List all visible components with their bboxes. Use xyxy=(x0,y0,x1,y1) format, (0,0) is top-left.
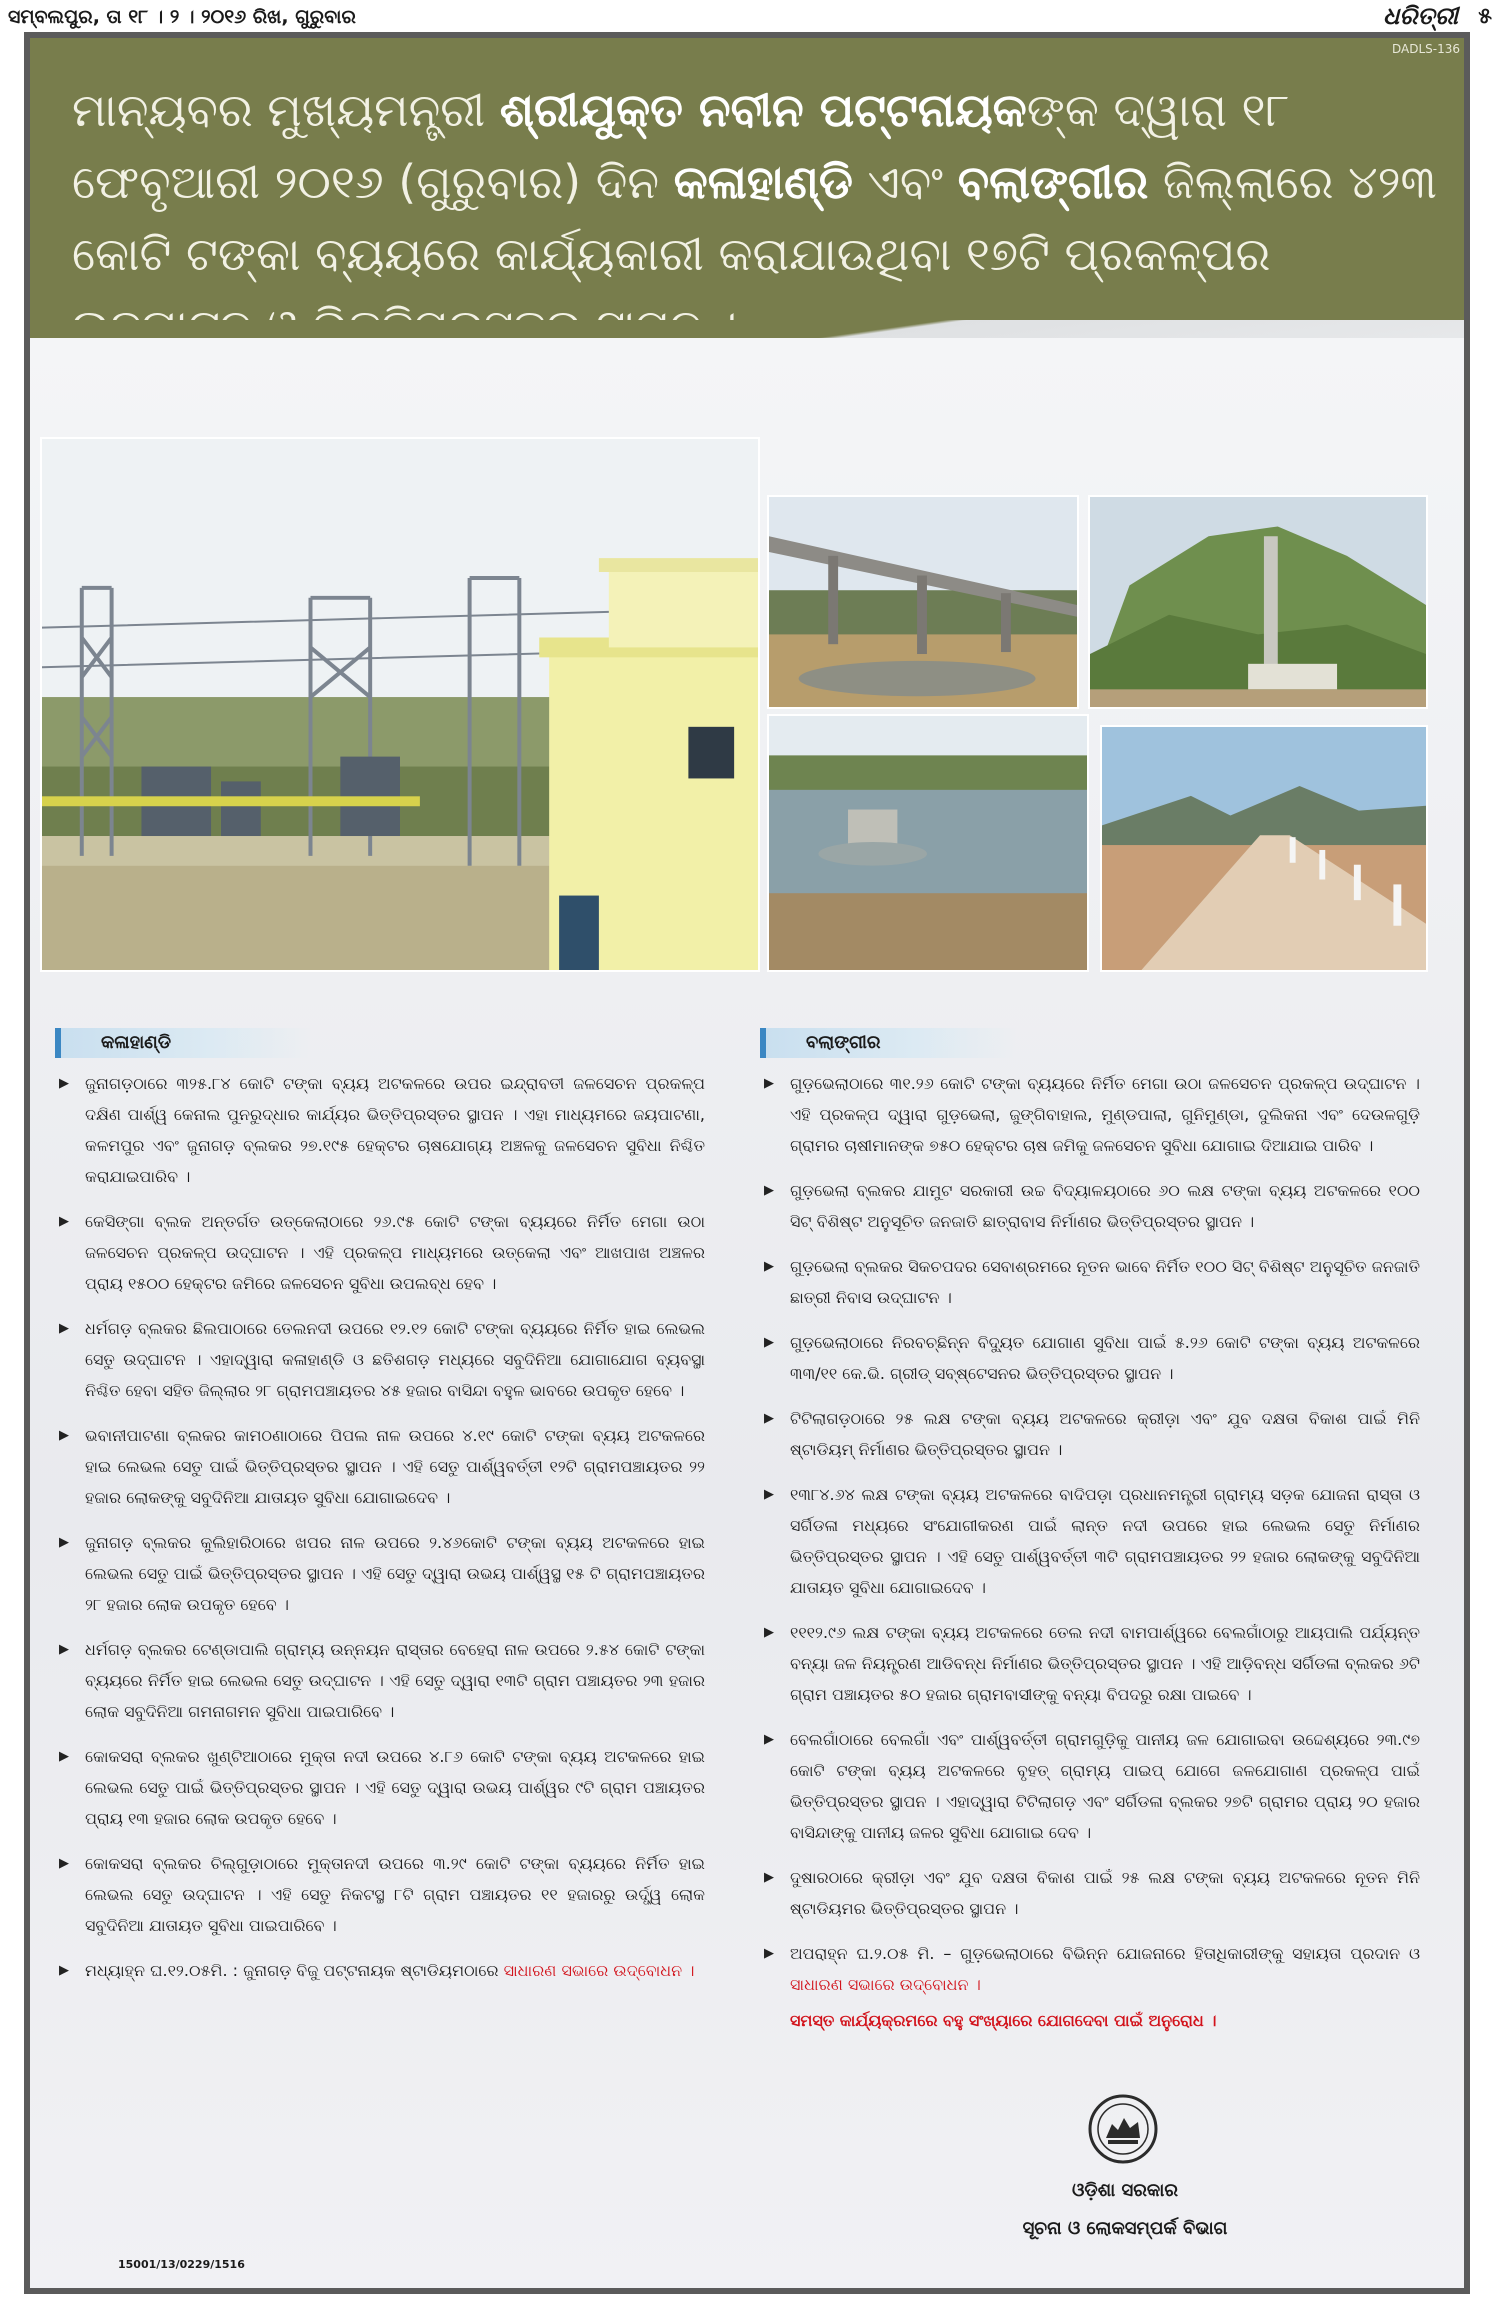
list-item: ▶ ବେଲଗାଁଠାରେ ବେଲଗାଁ ଏବଂ ପାର୍ଶ୍ୱବର୍ତ୍ତୀ ଗ୍ରାମଗୁଡ଼ିକୁ ପାନୀୟ ଜଳ ଯୋଗାଇବା ଉଦ୍ଦେଶ୍ୟରେ ୨୩.୯୭ କୋଟି ଟଙ୍କା ବ୍ୟୟ ଅଟକଳରେ ବୃହତ୍ ଗ୍ରାମ୍ୟ ପାଇପ୍ ଯୋଗେ ଜଳଯୋଗାଣ ପ୍ରକଳ୍ପ ପାଇଁ ଭିତ୍ତିପ୍ରସ୍ତର ସ୍ଥାପନ । ଏହାଦ୍ୱାରା ଟିଟିଲାଗଡ଼ ଏବଂ ସର୍ଗିଡଳା ବ୍ଲକର ୨୭ଟି ଗ୍ରାମର ପ୍ରାୟ ୨୦ ହଜାର ବାସିନ୍ଦାଙ୍କୁ ପାନୀୟ ଜଳର ସୁବିଧା ଯୋଗାଇ ଦେବ । xyxy=(760,1724,1420,1848)
headline-cm-name: ଶ୍ରୀଯୁକ୍ତ ନବୀନ ପଟ୍ଟନାୟକ xyxy=(499,83,1027,137)
footer-code: 15001/13/0229/1516 xyxy=(118,2258,245,2271)
headline-part: ଜିଲ୍ଲାରେ ୪୨୩ କୋଟି ଟଙ୍କା ବ୍ୟୟରେ କାର୍ଯ୍ୟକାରୀ କରାଯାଉଥିବା ୧୭ଟି ପ୍ରକଳ୍ପର xyxy=(72,155,1437,281)
dateline: ସମ୍ବଲପୁର, ତା ୧୮ । ୨ । ୨୦୧୬ ରିଖ, ଗୁରୁବାର xyxy=(8,6,356,28)
reservoir-intake-photo xyxy=(767,714,1089,972)
headline-part: ଏବଂ xyxy=(852,155,958,209)
list-item: ▶ ଜୁନାଗଡ଼ଠାରେ ୩୨୫.୮୪ କୋଟି ଟଙ୍କା ବ୍ୟୟ ଅଟକଳରେ ଉପର ଇନ୍ଦ୍ରାବତୀ ଜଳସେଚନ ପ୍ରକଳ୍ପ ଦକ୍ଷିଣ ପାର୍ଶ୍ୱ କେନାଲ ପୁନରୁଦ୍ଧାର କାର୍ଯ୍ୟର ଭିତ୍ତିପ୍ରସ୍ତର ସ୍ଥାପନ । ଏହା ମାଧ୍ୟମରେ ଜୟପାଟଣା, କଳମପୁର ଏବଂ ଜୁନାଗଡ଼ ବ୍ଲକର ୨୭.୧୯୫ ହେକ୍ଟର ଚାଷଯୋଗ୍ୟ ଅଞ୍ଚଳକୁ ଜଳସେଚନ ସୁବିଧା ନିଶ୍ଚିତ କରାଯାଇପାରିବ । xyxy=(55,1068,705,1192)
list-item: ▶ ଧର୍ମଗଡ଼ ବ୍ଲକର ଟେଣ୍ଡାପାଲି ଗ୍ରାମ୍ୟ ଉନ୍ନୟନ ରାସ୍ତାର ବେହେରା ନାଳ ଉପରେ ୨.୫୪ କୋଟି ଟଙ୍କା ବ୍ୟୟରେ ନିର୍ମିତ ହାଇ ଲେଭଲ ସେତୁ ଉଦ୍‌ଘାଟନ । ଏହି ସେତୁ ଦ୍ୱାରା ୧୩ଟି ଗ୍ରାମ ପଞ୍ଚାୟତର ୨୩ ହଜାର ଲୋକ ସବୁଦିନିଆ ଗମନାଗମନ ସୁବିଧା ପାଇପାରିବେ । xyxy=(55,1634,705,1727)
newspaper-masthead: ଧରିତ୍ରୀ xyxy=(1383,2,1458,30)
bolangir-section-title: ବଲାଙ୍ଗୀର xyxy=(760,1028,1016,1058)
odisha-emblem-icon xyxy=(1088,2094,1158,2164)
meeting-text: ମଧ୍ୟାହ୍ନ ଘ.୧୨.୦୫ମି. : ଜୁନାଗଡ଼ ବିଜୁ ପଟ୍ଟନାୟକ ଷ୍ଟାଡିୟମଠାରେ xyxy=(85,1961,504,1980)
department-name: ସୂଚନା ଓ ଲୋକସମ୍ପର୍କ ବିଭାଗ xyxy=(1022,2218,1228,2239)
list-item: ▶ ଭବାନୀପାଟଣା ବ୍ଲକର କାମଠଣାଠାରେ ପିପଲ ନାଳ ଉପରେ ୪.୧୯ କୋଟି ଟଙ୍କା ବ୍ୟୟ ଅଟକଳରେ ହାଇ ଲେଭଲ ସେତୁ ପାଇଁ ଭିତ୍ତିପ୍ରସ୍ତର ସ୍ଥାପନ । ଏହି ସେତୁ ପାର୍ଶ୍ୱବର୍ତ୍ତୀ ୧୨ଟି ଗ୍ରାମପଞ୍ଚାୟତର ୨୨ ହଜାର ଲୋକଙ୍କୁ ସବୁଦିନିଆ ଯାତାୟତ ସୁବିଧା ଯୋଗାଇଦେବ । xyxy=(55,1420,705,1513)
list-item: ▶ ୧୩୮୪.୬୪ ଲକ୍ଷ ଟଙ୍କା ବ୍ୟୟ ଅଟକଳରେ ବାଦିପଡ଼ା ପ୍ରଧାନମନ୍ତ୍ରୀ ଗ୍ରାମ୍ୟ ସଡ଼କ ଯୋଜନା ରାସ୍ତା ଓ ସର୍ଗିଡଳା ମଧ୍ୟରେ ସଂଯୋଗୀକରଣ ପାଇଁ ଲାନ୍ତ ନଦୀ ଉପରେ ହାଇ ଲେଭଲ ସେତୁ ନିର୍ମାଣର ଭିତ୍ତିପ୍ରସ୍ତର ସ୍ଥାପନ । ଏହି ସେତୁ ପାର୍ଶ୍ୱବର୍ତ୍ତୀ ୩ଟି ଗ୍ରାମପଞ୍ଚାୟତର ୨୨ ହଜାର ଲୋକଙ୍କୁ ସବୁଦିନିଆ ଯାତାୟତ ସୁବିଧା ଯୋଗାଇଦେବ । xyxy=(760,1479,1420,1603)
kalahandi-project-list xyxy=(55,1068,705,1986)
list-item: ▶ ଜୁନାଗଡ଼ ବ୍ଲକର କୁଲିହାରିଠାରେ ଖପର ନାଳ ଉପରେ ୨.୪୬କୋଟି ଟଙ୍କା ବ୍ୟୟ ଅଟକଳରେ ହାଇ ଲେଭଲ ସେତୁ ପାଇଁ ଭିତ୍ତିପ୍ରସ୍ତର ସ୍ଥାପନ । ଏହି ସେତୁ ଦ୍ୱାରା ଉଭୟ ପାର୍ଶ୍ୱସ୍ଥ ୧୫ ଟି ଗ୍ରାମପଞ୍ଚାୟତର ୨୮ ହଜାର ଲୋକ ଉପକୃତ ହେବେ । xyxy=(55,1527,705,1620)
meeting-highlight: ସାଧାରଣ ସଭାରେ ଉଦ୍‌ବୋଧନ । xyxy=(790,1975,981,1994)
headline-part: ମାନ୍ୟବର ମୁଖ୍ୟମନ୍ତ୍ରୀ xyxy=(72,83,500,137)
list-item: ▶ ଗୁଡ଼ଭେଲାଠାରେ ୩୧.୨୬ କୋଟି ଟଙ୍କା ବ୍ୟୟରେ ନିର୍ମିତ ମେଗା ଉଠା ଜଳସେଚନ ପ୍ରକଳ୍ପ ଉଦ୍‌ଘାଟନ । ଏହି ପ୍ରକଳ୍ପ ଦ୍ୱାରା ଗୁଡ଼ଭେଲା, ଜୁଙ୍ଗିବାହାଲ, ମୁଣ୍ଡପାଲା, ଗୁନିମୁଣ୍ଡା, ଦୁଲିକନା ଏବଂ ଦେଉଳଗୁଡ଼ି ଗ୍ରାମର ଚାଷୀମାନଙ୍କ ୭୫୦ ହେକ୍ଟର ଚାଷ ଜମିକୁ ଜଳସେଚନ ସୁବିଧା ଯୋଗାଇ ଦିଆଯାଇ ପାରିବ । xyxy=(760,1068,1420,1161)
list-item-meeting xyxy=(760,1938,1420,2000)
list-item: ▶ ଗୁଡ଼ଭେଲା ବ୍ଲକର ସିକଚପଦର ସେବାଶ୍ରମରେ ନୂତନ ଭାବେ ନିର୍ମିତ ୧୦୦ ସିଟ୍ ବିଶିଷ୍ଟ ଅନୁସୂଚିତ ଜନଜାତି ଛାତ୍ରୀ ନିବାସ ଉଦ୍‌ଘାଟନ । xyxy=(760,1251,1420,1313)
list-item: ▶ ଗୁଡ଼ଭେଲା ବ୍ଲକର ଯାମୁଟ ସରକାରୀ ଉଚ୍ଚ ବିଦ୍ୟାଳୟଠାରେ ୬୦ ଲକ୍ଷ ଟଙ୍କା ବ୍ୟୟ ଅଟକଳରେ ୧୦୦ ସିଟ୍ ବିଶିଷ୍ଟ ଅନୁସୂଚିତ ଜନଜାତି ଛାତ୍ରାବାସ ନିର୍ମାଣର ଭିତ୍ତିପ୍ରସ୍ତର ସ୍ଥାପନ । xyxy=(760,1175,1420,1237)
issuing-authority xyxy=(1000,2172,1250,2248)
substation-photo xyxy=(40,437,760,972)
list-item: ▶ ଧର୍ମଗଡ଼ ବ୍ଲକର ଛିଲପାଠାରେ ତେଲନଦୀ ଉପରେ ୧୨.୧୨ କୋଟି ଟଙ୍କା ବ୍ୟୟରେ ନିର୍ମିତ ହାଇ ଲେଭଲ ସେତୁ ଉଦ୍‌ଘାଟନ । ଏହାଦ୍ୱାରା କଳାହାଣ୍ଡି ଓ ଛତିଶଗଡ଼ ମଧ୍ୟରେ ସବୁଦିନିଆ ଯୋଗାଯୋଗ ବ୍ୟବସ୍ଥା ନିଶ୍ଚିତ ହେବା ସହିତ ଜିଲ୍ଲାର ୨୮ ଗ୍ରାମପଞ୍ଚାୟତର ୪୫ ହଜାର ବାସିନ୍ଦା ବହୁଳ ଭାବରେ ଉପକୃତ ହେବେ । xyxy=(55,1313,705,1406)
govt-name: ଓଡ଼ିଶା ସରକାର xyxy=(1072,2180,1178,2201)
bolangir-project-list xyxy=(760,1068,1420,2000)
bridge-photo xyxy=(767,495,1079,709)
list-item: ▶ ଗୁଡ଼ଭେଲାଠାରେ ନିରବଚ୍ଛିନ୍ନ ବିଦ୍ୟୁତ ଯୋଗାଣ ସୁବିଧା ପାଇଁ ୫.୨୬ କୋଟି ଟଙ୍କା ବ୍ୟୟ ଅଟକଳରେ ୩୩/୧୧ କେ.ଭି. ଗ୍ରୀଡ୍ ସବ୍‌ଷ୍ଟେସନର ଭିତ୍ତିପ୍ରସ୍ତର ସ୍ଥାପନ । xyxy=(760,1327,1420,1389)
bolangir-column xyxy=(760,1028,1420,2014)
headline-district-bolangir: ବଲାଙ୍ଗୀର xyxy=(957,155,1149,209)
kalahandi-section-title: କଳାହାଣ୍ଡି xyxy=(55,1028,311,1058)
meeting-text: ଅପରାହ୍ନ ଘ.୨.୦୫ ମି. – ଗୁଡ଼ଭେଲାଠାରେ ବିଭିନ୍ନ ଯୋଜନାରେ ହିତାଧିକାରୀଙ୍କୁ ସହାୟତା ପ୍ରଦାନ ଓ xyxy=(790,1944,1420,1963)
newspaper-topbar xyxy=(0,0,1500,34)
headline-district-kalahandi: କଳାହାଣ୍ଡି xyxy=(673,155,853,209)
list-item: ▶ ଦୁଷାରଠାରେ କ୍ରୀଡ଼ା ଏବଂ ଯୁବ ଦକ୍ଷତା ବିକାଶ ପାଇଁ ୨୫ ଲକ୍ଷ ଟଙ୍କା ବ୍ୟୟ ଅଟକଳରେ ନୂତନ ମିନି ଷ୍ଟାଡିୟମର ଭିତ୍ତିପ୍ରସ୍ତର ସ୍ଥାପନ । xyxy=(760,1862,1420,1924)
mountain-pipeline-photo xyxy=(1088,495,1428,709)
page-number: ୫ xyxy=(1478,4,1492,29)
list-item: ▶ କୋକସରା ବ୍ଲକର ଖୁଣ୍ଟିଆଠାରେ ମୁକ୍ତା ନଦୀ ଉପରେ ୪.୮୬ କୋଟି ଟଙ୍କା ବ୍ୟୟ ଅଟକଳରେ ହାଇ ଲେଭଲ ସେତୁ ପାଇଁ ଭିତ୍ତିପ୍ରସ୍ତର ସ୍ଥାପନ । ଏହି ସେତୁ ଦ୍ୱାରା ଉଭୟ ପାର୍ଶ୍ୱର ୯ଟି ଗ୍ରାମ ପଞ୍ଚାୟତର ପ୍ରାୟ ୧୩ ହଜାର ଲୋକ ଉପକୃତ ହେବେ । xyxy=(55,1741,705,1834)
ad-code: DADLS-136 xyxy=(1391,42,1460,56)
meeting-highlight: ସାଧାରଣ ସଭାରେ ଉଦ୍‌ବୋଧନ । xyxy=(503,1961,695,1980)
appeal-text: ସମସ୍ତ କାର୍ଯ୍ୟକ୍ରମରେ ବହୁ ସଂଖ୍ୟାରେ ଯୋଗଦେବା ପାଇଁ ଅନୁରୋଧ । xyxy=(790,2011,1217,2030)
list-item-meeting xyxy=(55,1955,705,1986)
list-item: ▶ କେସିଙ୍ଗା ବ୍ଲକ ଅନ୍ତର୍ଗତ ଉତ୍‌କେଲାଠାରେ ୨୬.୯୫ କୋଟି ଟଙ୍କା ବ୍ୟୟରେ ନିର୍ମିତ ମେଗା ଉଠା ଜଳସେଚନ ପ୍ରକଳ୍ପ ଉଦ୍‌ଘାଟନ । ଏହି ପ୍ରକଳ୍ପ ମାଧ୍ୟମରେ ଉତ୍‌କେଲା ଏବଂ ଆଖପାଖ ଅଞ୍ଚଳର ପ୍ରାୟ ୧୫୦୦ ହେକ୍ଟର ଜମିରେ ଜଳସେଚନ ସୁବିଧା ଉପଲବ୍ଧ ହେବ । xyxy=(55,1206,705,1299)
ad-headline xyxy=(72,74,1442,362)
kalahandi-column xyxy=(55,1028,705,2000)
list-item: ▶ ୧୧୧୨.୯୬ ଲକ୍ଷ ଟଙ୍କା ବ୍ୟୟ ଅଟକଳରେ ତେଲ ନଦୀ ବାମପାର୍ଶ୍ୱରେ ବେଲଗାଁଠାରୁ ଆୟପାଲି ପର୍ଯ୍ୟନ୍ତ ବନ୍ୟା ଜଳ ନିୟନ୍ତ୍ରଣ ଆଡିବନ୍ଧ ନିର୍ମାଣର ଭିତ୍ତିପ୍ରସ୍ତର ସ୍ଥାପନ । ଏହି ଆଡ଼ିବନ୍ଧ ସର୍ଗିଡଳା ବ୍ଲକର ୬ଟି ଗ୍ରାମ ପଞ୍ଚାୟତର ୫୦ ହଜାର ଗ୍ରାମବାସୀଙ୍କୁ ବନ୍ୟା ବିପଦରୁ ରକ୍ଷା ପାଇବେ । xyxy=(760,1617,1420,1710)
list-item: ▶ କୋକସରା ବ୍ଲକର ଚିଲ୍‌ଗୁଡ଼ାଠାରେ ମୁକ୍ତାନଦୀ ଉପରେ ୩.୨୯ କୋଟି ଟଙ୍କା ବ୍ୟୟରେ ନିର୍ମିତ ହାଇ ଲେଭଲ ସେତୁ ଉଦ୍‌ଘାଟନ । ଏହି ସେତୁ ନିକଟସ୍ଥ ୮ଟି ଗ୍ରାମ ପଞ୍ଚାୟତର ୧୧ ହଜାରରୁ ଉର୍ଦ୍ଧ୍ୱ ଲୋକ ସବୁଦିନିଆ ଯାତାୟତ ସୁବିଧା ପାଇପାରିବେ । xyxy=(55,1848,705,1941)
headline-part: ଙ୍କ ଦ୍ୱାରା ୧୮ ଫେବୃଆରୀ ୨୦୧୬ (ଗୁରୁବାର) ଦିନ xyxy=(72,83,1290,209)
road-bridge-photo xyxy=(1100,725,1428,972)
list-item: ▶ ଟିଟିଲାଗଡ଼ଠାରେ ୨୫ ଲକ୍ଷ ଟଙ୍କା ବ୍ୟୟ ଅଟକଳରେ କ୍ରୀଡ଼ା ଏବଂ ଯୁବ ଦକ୍ଷତା ବିକାଶ ପାଇଁ ମିନି ଷ୍ଟାଡିୟମ୍ ନିର୍ମାଣର ଭିତ୍ତିପ୍ରସ୍ତର ସ୍ଥାପନ । xyxy=(760,1403,1420,1465)
